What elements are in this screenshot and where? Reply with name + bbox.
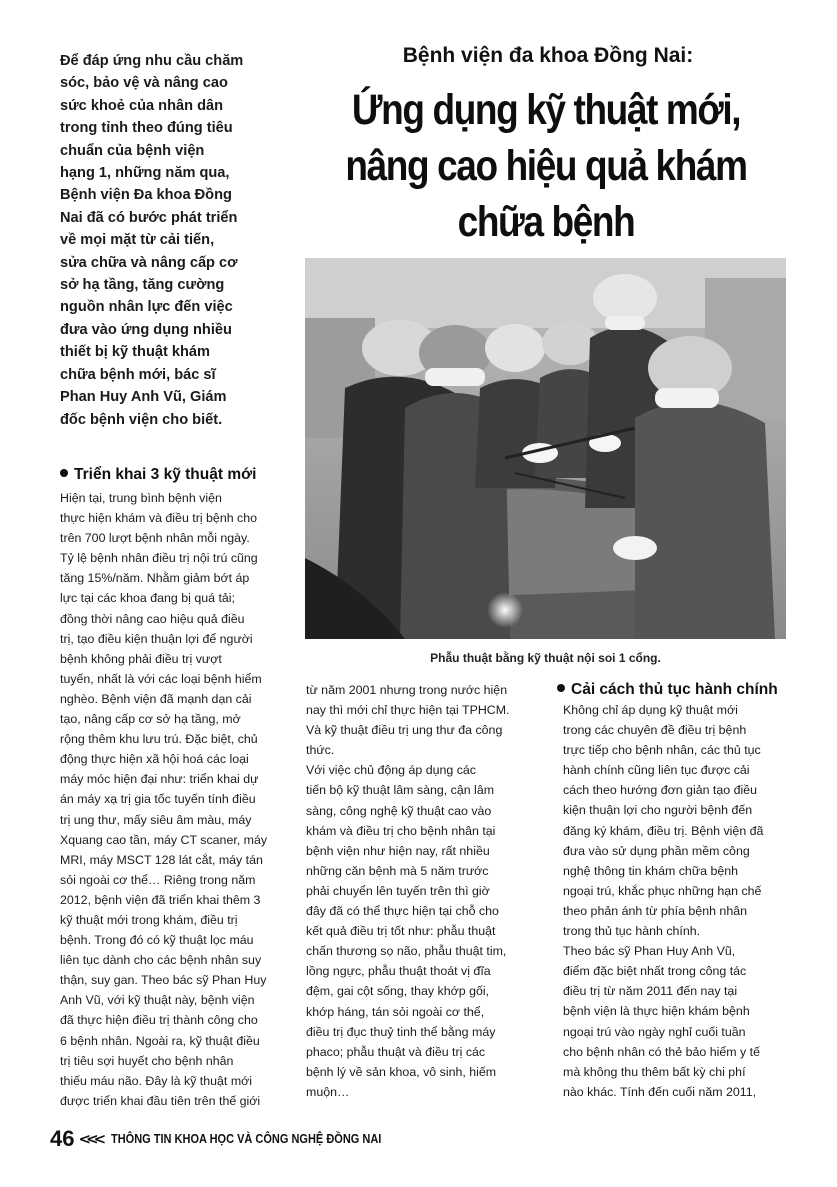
bullet-icon [60, 469, 68, 477]
article-headline [331, 82, 761, 250]
magazine-name: THÔNG TIN KHOA HỌC VÀ CÔNG NGHỆ ĐỒNG NAI [111, 1132, 382, 1146]
lead-paragraph: Để đáp ứng nhu cầu chăm sóc, bảo vệ và nâng cao sức khoẻ của nhân dân trong tỉnh theo đúng tiêu chuẩn của bệnh viện hạng 1, những năm qua, Bệnh viện Đa khoa Đồng Nai đã có bước phát triển về mọi mặt từ cải tiến, sửa chữa và nâng cấp cơ sở hạ tầng, tăng cường nguồn nhân lực đến việc đưa vào ứng dụng nhiều thiết bị kỹ thuật khám chữa bệnh mới, bác sĩ Phan Huy Anh Vũ, Giám đốc bệnh viện cho biết. [60, 53, 244, 428]
headline-line-1: Ứng dụng kỹ thuật mới, [351, 86, 741, 134]
page-footer [50, 1124, 418, 1154]
surgery-photo-illustration [305, 258, 786, 639]
chevron-left-icon: <<< [78, 1130, 102, 1148]
photo-caption: Phẫu thuật bằng kỹ thuật nội soi 1 cổng. [430, 651, 661, 665]
article-column-1: Hiện tại, trung bình bệnh viện thực hiện khám và điều trị bệnh cho trên 700 lượt bệnh nhân mỗi ngày. Tỷ lệ bệnh nhân điều trị nội trú cũng tăng 15%/năm. Nhằm giảm bớt áp lực tại các khoa đang bị quá tải; đồng thời nâng cao hiệu quả điều trị, tạo điều kiện thuận lợi để người bệnh không phải điều trị vượt tuyến, nhất là với các loại bệnh hiểm nghèo. Bệnh viện đã mạnh dạn cải tạo, nâng cấp cơ sở hạ tầng, mở rộng thêm khu lưu trú. Đặc biệt, chủ động thực hiện xã hội hoá các loại máy móc hiện đại như: triển khai dự án máy xạ trị gia tốc tuyến tính điều trị ung thư, mấy siêu âm màu, máy Xquang cao tần, máy CT scaner, máy MRI, máy MSCT 128 lát cắt, máy tán sỏi ngoài cơ thể… Riêng trong năm 2012, bệnh viện đã triển khai thêm 3 kỹ thuật mới trong khám, điều trị bệnh. Trong đó có kỹ thuật lọc máu liên tục dành cho các bệnh nhân suy thận, suy gan. Theo bác sỹ Phan Huy Anh Vũ, với kỹ thuật này, bệnh viện đã thực hiện điều trị thành công cho 6 bệnh nhân. Ngoài ra, kỹ thuật điều trị tiêu sợi huyết cho bệnh nhân thiếu máu não. Đây là kỹ thuật mới được triển khai đầu tiên trên thế giới [60, 491, 268, 1108]
surgery-photo [305, 258, 786, 639]
bullet-icon [557, 684, 565, 692]
article-kicker: Bệnh viện đa khoa Đồng Nai: [402, 44, 694, 67]
page-number: 46 [50, 1126, 75, 1151]
article-column-3: Không chỉ áp dụng kỹ thuật mới trong các chuyên đề điều trị bệnh trực tiếp cho bệnh nhân, các thủ tục hành chính cũng liên tục được cải cách theo hướng đơn giản tạo điều kiện thuận lợi cho người bệnh đến đăng ký khám, điều trị. Bệnh viện đã đưa vào sử dụng phần mềm công nghệ thông tin khám chữa bệnh ngoại trú, khắc phục những hạn chế theo phản ánh từ phía bệnh nhân trong thủ tục hành chính. Theo bác sỹ Phan Huy Anh Vũ, điểm đặc biệt nhất trong công tác điều trị từ năm 2011 đến nay tại bệnh viện là thực hiện khám bệnh ngoại trú vào ngày nghỉ cuối tuần cho bệnh nhân có thẻ bảo hiểm y tế mà không thu thêm bất kỳ chi phí nào khác. Tính đến cuối năm 2011, [563, 703, 764, 1099]
section-heading-new-techniques [60, 466, 256, 484]
section-heading-text: Cải cách thủ tục hành chính [571, 681, 778, 698]
article-column-2: từ năm 2001 nhưng trong nước hiện nay thì mới chỉ thực hiện tại TPHCM. Và kỹ thuật điều trị ung thư đa công thức. Với việc chủ động áp dụng các tiến bộ kỹ thuật lâm sàng, cận lâm sàng, công nghệ kỹ thuật cao vào khám và điều trị cho bệnh nhân tại bệnh viện như hiện nay, rất nhiều những căn bệnh mà 5 năm trước phải chuyển lên tuyến trên thì giờ đây đã có thể thực hiện tại chỗ cho kết quả điều trị tốt như: phẫu thuật chấn thương sọ não, phẫu thuật tim, lồng ngực, phẫu thuật thoát vị đĩa đệm, gai cột sống, thay khớp gối, khớp háng, tán sỏi ngoài cơ thể, điều trị đục thuỷ tinh thể bằng máy phaco; phẫu thuật và điều trị các bệnh lý về sản khoa, vô sinh, hiếm muộn… [306, 683, 510, 1099]
section-heading-text: Triển khai 3 kỹ thuật mới [74, 466, 257, 483]
headline-line-2: nâng cao hiệu quả khám [345, 142, 747, 190]
section-heading-admin-reform [557, 681, 778, 699]
headline-line-3: chữa bệnh [457, 198, 635, 246]
